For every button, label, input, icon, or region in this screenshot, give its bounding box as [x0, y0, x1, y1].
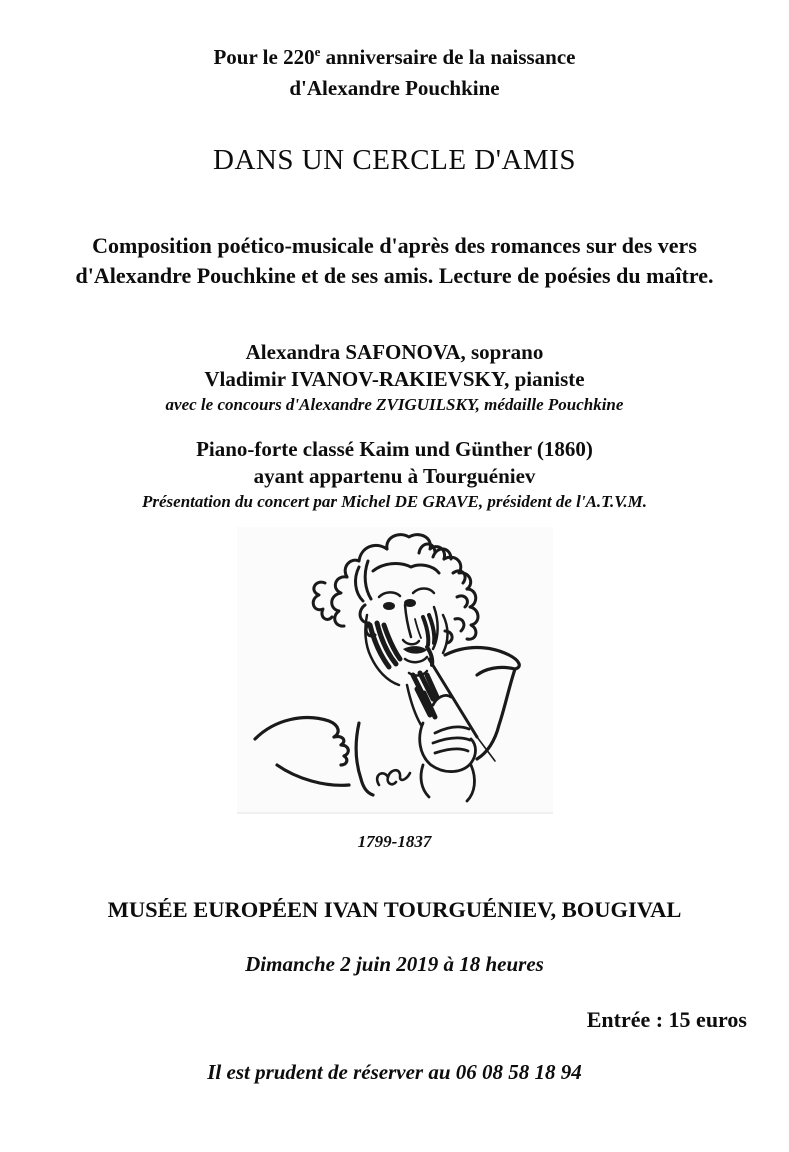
reservation-line: Il est prudent de réserver au 06 08 58 18 94	[207, 1060, 582, 1084]
performers-block	[0, 339, 789, 417]
pushkin-portrait	[237, 527, 553, 814]
occasion-line-1-prefix: Pour le 220	[213, 45, 315, 69]
occasion-line-1-suffix: anniversaire de la naissance	[320, 45, 576, 69]
occasion-line-2: d'Alexandre Pouchkine	[289, 76, 500, 100]
description-line-1: Composition poético-musicale d'après des romances sur des vers	[92, 233, 697, 258]
event-description	[0, 231, 789, 291]
performer-soprano: Alexandra SAFONOVA, soprano	[245, 340, 544, 364]
event-title: DANS UN CERCLE D'AMIS	[213, 144, 576, 176]
life-dates: 1799-1837	[357, 832, 432, 851]
concours-credit: avec le concours d'Alexandre ZVIGUILSKY, médaille Pouchkine	[165, 395, 624, 414]
price-line: Entrée : 15 euros	[586, 1007, 747, 1032]
venue-line: MUSÉE EUROPÉEN IVAN TOURGUÉNIEV, BOUGIVAL	[107, 897, 682, 922]
instrument-line-2: ayant appartenu à Tourguéniev	[253, 464, 536, 488]
pushkin-sketch-image	[237, 527, 553, 812]
performer-pianist: Vladimir IVANOV-RAKIEVSKY, pianiste	[204, 367, 585, 391]
date-time-line: Dimanche 2 juin 2019 à 18 heures	[245, 952, 544, 976]
instrument-line-1: Piano-forte classé Kaim und Günther (1860)	[196, 437, 593, 461]
occasion-header	[0, 42, 789, 104]
presentation-credit: Présentation du concert par Michel DE GRAVE, président de l'A.T.V.M.	[141, 492, 648, 511]
ordinal-superscript: e	[314, 44, 321, 59]
occasion-line-1	[0, 42, 789, 73]
instrument-block	[0, 436, 789, 514]
description-line-2: d'Alexandre Pouchkine et de ses amis. Lecture de poésies du maître.	[75, 263, 714, 288]
